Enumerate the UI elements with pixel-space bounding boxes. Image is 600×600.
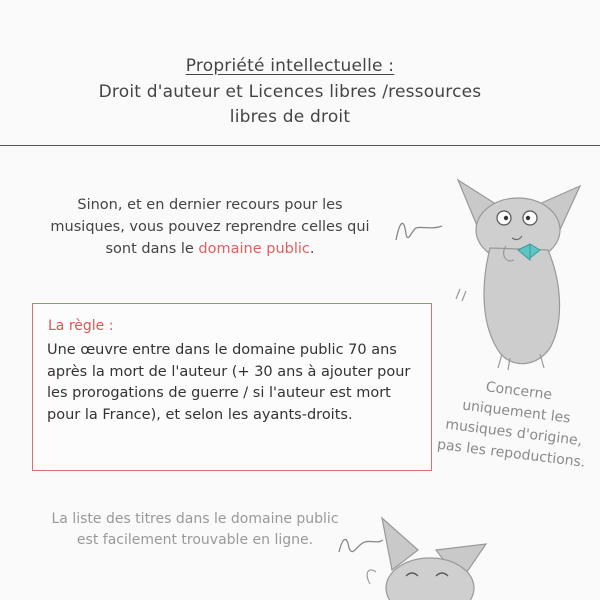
- page-subtitle-line1: Droit d'auteur et Licences libres /ressources: [98, 82, 482, 102]
- header-divider: [0, 145, 600, 146]
- page-header: [0, 0, 600, 146]
- mascot-illustration-2: [340, 510, 500, 600]
- side-note: Concerne uniquement les musiques d'origine, pas les repoductions.: [436, 379, 587, 471]
- public-domain-highlight: domaine public: [198, 241, 310, 257]
- footer-note: La liste des titres dans le domaine public est facilement trouvable en ligne.: [51, 511, 339, 548]
- motion-lines-icon: [452, 285, 472, 305]
- mascot-illustration: [440, 168, 590, 378]
- rule-title: La règle :: [48, 318, 114, 334]
- intro-text-after: .: [309, 241, 315, 257]
- rule-body: Une œuvre entre dans le domaine public 70 ans après la mort de l'auteur (+ 30 ans à ajouter pour les prorogations de guerre / si l'auteur est mort pour la France), et selon les ayants-droits.: [47, 342, 411, 423]
- intro-text-before: Sinon, et en dernier recours pour les musiques, vous pouvez reprendre celles qui sont dans le: [50, 197, 370, 257]
- rule-box: [32, 303, 432, 471]
- page-title: Propriété intellectuelle :: [185, 56, 395, 76]
- intro-text: [40, 194, 380, 260]
- page-subtitle-line2: libres de droit: [229, 107, 351, 127]
